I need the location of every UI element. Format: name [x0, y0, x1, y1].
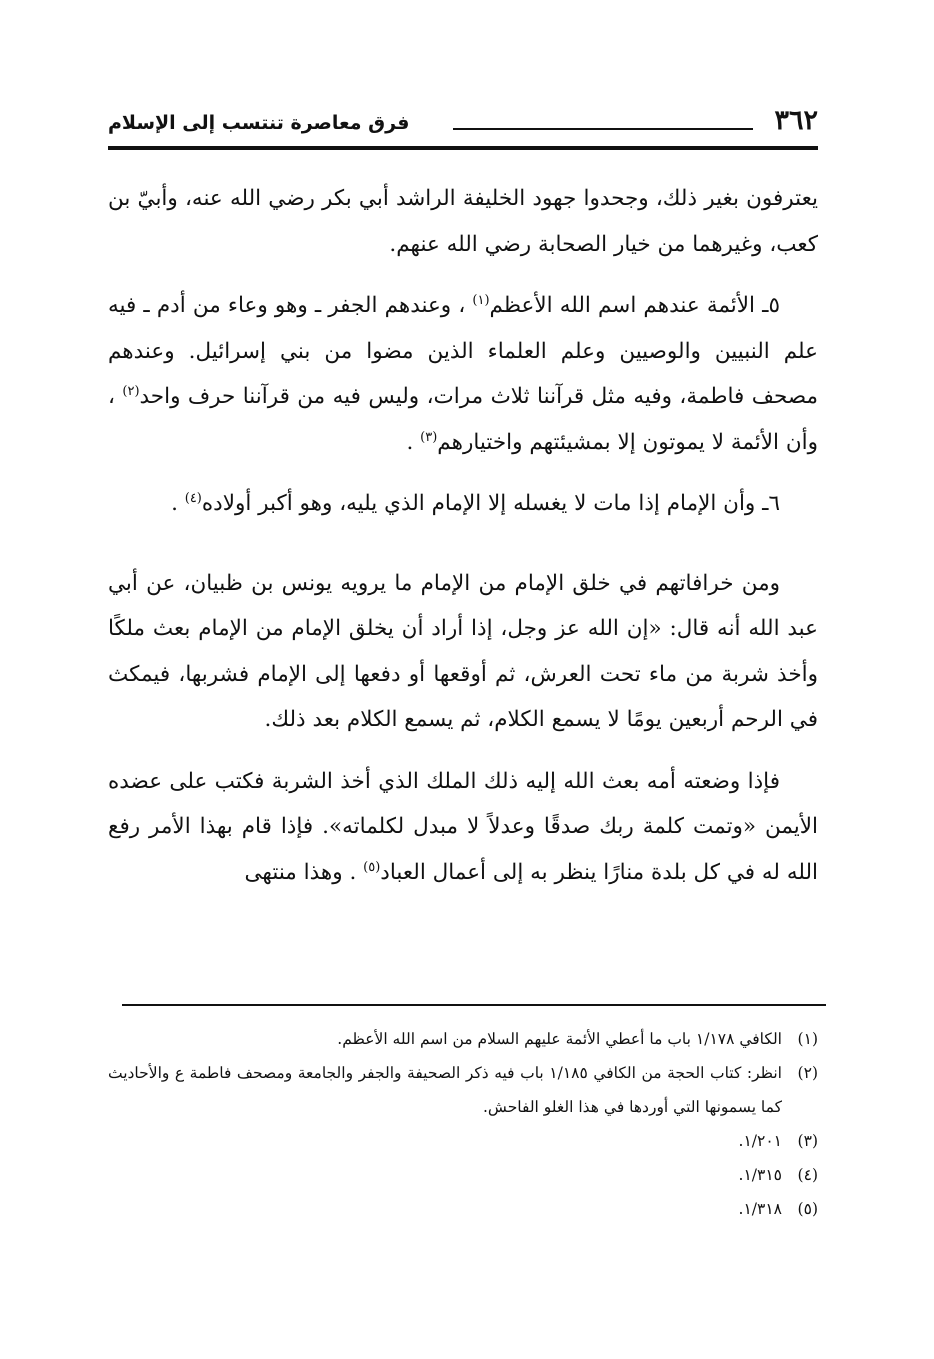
footnote-ref-2: (٢): [122, 383, 140, 399]
paragraph-1-text: يعترفون بغير ذلك، وجحدوا جهود الخليفة الراشد أبي بكر رضي الله عنه، وأبيّ بن كعب، وغيرهما من خيار الصحابة رضي الله عنهم.: [108, 186, 818, 257]
paragraph-2-text-c: ، وأن الأئمة لا يموتون إلا بمشيئتهم واختيارهم: [108, 384, 818, 455]
paragraph-5-text-a: فإذا وضعته أمه بعث الله إليه ذلك الملك الذي أخذ الشربة فكتب على عضده الأيمن «وتمت كلمة ربك صدقًا وعدلاً لا مبدل لكلماته». فإذا قام بهذا الأمر رفع الله له في كل بلدة منارًا ينظر به إلى أعمال العباد: [108, 768, 818, 885]
main-text: [108, 176, 818, 911]
footnote-3: [108, 1124, 818, 1158]
running-header: [108, 104, 818, 144]
paragraph-3: [108, 481, 818, 527]
paragraph-2-text-d: .: [406, 429, 421, 455]
paragraph-4: [108, 561, 818, 743]
footnote-separator: [122, 1004, 826, 1006]
footnote-5: [108, 1192, 818, 1226]
footnote-number: (٤): [797, 1166, 818, 1184]
footnote-4: [108, 1158, 818, 1192]
footnote-text: ١/٣١٥.: [738, 1166, 782, 1184]
paragraph-5: [108, 759, 818, 896]
footnote-ref-4: (٤): [184, 490, 202, 506]
footnote-text: ١/٢٠١.: [738, 1132, 782, 1150]
footnote-1: [108, 1022, 818, 1056]
footnote-number: (٥): [797, 1200, 818, 1218]
paragraph-4-text: ومن خرافاتهم في خلق الإمام من الإمام ما يرويه يونس بن ظبيان، عن أبي عبد الله أنه قال: «إن الله عز وجل، إذا أراد أن يخلق الإمام من الإمام بعث ملكًا وأخذ شربة من ماء تحت العرش، ثم أوقعها أو دفعها إلى الإمام فشربها، فيمكث في الرحم أربعين يومًا لا يسمع الكلام، ثم يسمع الكلام بعد ذلك.: [108, 570, 818, 732]
footnote-text: انظر: كتاب الحجة من الكافي ١/١٨٥ باب فيه ذكر الصحيفة والجفر والجامعة ومصحف فاطمة ع والأحاديث كما يسمونها التي أوردها في هذا الغلو الفاحش.: [108, 1064, 782, 1116]
paragraph-2-text-a: ٥ـ الأئمة عندهم اسم الله الأعظم: [489, 293, 780, 318]
paragraph-2-text-b: ، وعندهم الجفر ـ وهو وعاء من أدم ـ فيه علم النبيين والوصيين وعلم العلماء الذين مضوا من بني إسرائيل. وعندهم مصحف فاطمة، وفيه مثل قرآننا ثلاث مرات، وليس فيه من قرآننا حرف واحد: [108, 293, 818, 409]
footnotes: [108, 1022, 818, 1226]
paragraph-1: [108, 176, 818, 267]
footnote-ref-5: (٥): [363, 859, 381, 875]
footnote-ref-1: (١): [472, 292, 490, 308]
paragraph-2: [108, 283, 818, 465]
running-title: فرق معاصرة تنتسب إلى الإسلام: [108, 112, 410, 134]
footnote-2: [108, 1056, 818, 1124]
footnote-number: (١): [797, 1030, 818, 1048]
footnote-number: (٣): [797, 1132, 818, 1150]
footnote-number: (٢): [797, 1064, 818, 1082]
header-dash-line: [453, 128, 753, 130]
paragraph-3-text-b: .: [171, 491, 185, 516]
footnote-text: الكافي ١/١٧٨ باب ما أعطي الأئمة عليهم السلام من اسم الله الأعظم.: [337, 1030, 782, 1048]
footnote-text: ١/٣١٨.: [738, 1200, 782, 1218]
header-rule: [108, 146, 818, 150]
page-number: ٣٦٢: [774, 105, 818, 136]
paragraph-5-text-b: . وهذا منتهى: [244, 859, 364, 885]
paragraph-3-text-a: ٦ـ وأن الإمام إذا مات لا يغسله إلا الإمام الذي يليه، وهو أكبر أولاده: [201, 491, 780, 516]
footnote-ref-3: (٣): [420, 429, 438, 445]
